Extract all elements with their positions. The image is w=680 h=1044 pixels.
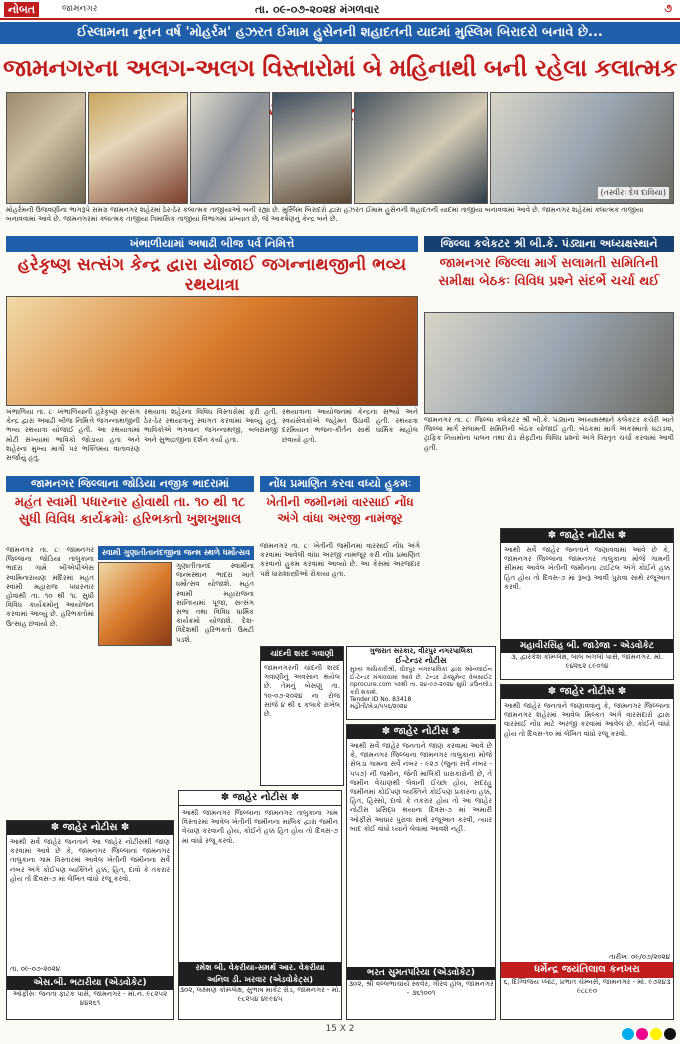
tajiya-photo-2	[88, 92, 188, 204]
jodiya-sub-body: ગુણાતીતાનંદ સ્વામીના જન્મસ્થાન ભાદરા ખાતે ધર્મોત્સવ યોજાશે. મહંત સ્વામી મહારાજના સાંનિધ્યમાં પૂજા, સત્સંગ સભા તથા વિવિધ ધાર્મિક કાર્યક્રમો યોજાશે. દેશ-વિદેશથી હરિભક્તો ઉમટી પડશે.	[176, 562, 254, 644]
top-story-kicker: ઈસ્લામના નૂતન વર્ષ 'મોહર્રમ' હઝરત ઈમામ હુસેનની શહાદતની યાદમાં મુસ્લિમ બિરાદરો બનાવે છે...	[0, 22, 680, 44]
dateline: તા. ૦૯-૦૭-૨૦૨૪ મંગળવાર	[255, 3, 380, 16]
notice-1-body: આથી સર્વે જાહેર જનતાને આ જાહેર નોટીસથી જાણ કરવામાં આવે છે કે, જામનગર જિલ્લાના જામનગર તાલુકાના ગામ વિસ્તારમાં આવેલ ખેતીની જમીનના સર્વે નંબર અંગે કોઈપણ વ્યક્તિને હક્ક, હિત, દાવો કે તકરાર હોય તો દિવસ-૭ માં લેખિત વાંધો રજૂ કરવો.	[10, 838, 170, 883]
land-tag: નોંધ પ્રમાણિત કરવા વધ્યો હુકમઃ	[260, 476, 420, 492]
rathyatra-body-col-2: રથયાત્રા શહેરના વિવિધ વિસ્તારોમાં ફરી હતી. ઠેર-ઠેર રથયાત્રાનું સ્વાગત કરવામાં આવ્યું હતું. ભાવિકોએ ભગવાન જગન્નાથજી, બલરામજી અને સુભદ્રાજીના દર્શન કર્યા હતા.	[144, 408, 278, 444]
notice-2-title: ✽ જાહેર નોટીસ ✽	[179, 791, 341, 806]
land-body: જામનગર તા. ૮ઃ ખેતીની જમીનમાં વારસાઈ નોંધ અંગે કરવામાં આવેલી વાંધા અરજી નામંજૂર કરી નોંધ પ્રમાણિત કરવાનો હુકમ કરવામાં આવ્યો છે. આ કેસમાં અરજદાર પક્ષે ધારાશાસ્ત્રીઓ રોકાયા હતા.	[260, 542, 420, 578]
obituary-body: જામનગરની ચાંદની શરદ ગવાણીનું અવસાન થયેલ છે. તેમનું બેસણું તા. ૧૦-૦૭-૨૦૨૪ ના રોજ સાંજે ૪ થી ૬ કલાકે રાખેલ છે.	[264, 664, 340, 719]
notice-2-body: આથી જામનગર જિલ્લાના જામનગર તાલુકાના ગામ વિસ્તારમાં આવેલ ખેતીની જમીનના માલિક દ્વારા જમીન વેચાણ કરવાની હોય, કોઈને હક્ક હિત હોય તો દિવસ-૭ માં વાંધો રજૂ કરવો.	[182, 809, 338, 845]
notice-3-box	[500, 528, 674, 680]
notice-1-box	[6, 820, 174, 1020]
jodiya-tag: જામનગર જિલ્લાના જોડિયા નજીક ભાદરામાં	[6, 476, 254, 492]
notice-4-title: ✽ જાહેર નોટીસ ✽	[501, 685, 673, 699]
tajiya-photo-5	[354, 92, 488, 204]
center-notice-signatory: ભરત સુમતપરિયા (એડવોકેટ)	[347, 967, 495, 980]
obituary-title: ચાંદની શરદ ગવાણી	[261, 647, 343, 661]
rathyatra-headline: હરેકૃષ્ણ સત્સંગ કેન્દ્ર દ્વારા યોજાઈ જગન્નાથજીની ભવ્ય રથયાત્રા	[17, 255, 407, 295]
land-headline: ખેતીની જમીનમાં વારસાઈ નોંધ અંગે વાંધા અરજી નામંજૂર	[266, 495, 414, 525]
tender-footer: મહીતી/ખેડા/૫૫૬/૨૦૨૪	[350, 703, 408, 710]
rathyatra-photo	[6, 296, 418, 406]
tender-id: Tender ID No. 83418	[350, 696, 412, 703]
tender-box	[346, 646, 496, 720]
center-notice-box	[346, 724, 496, 1020]
committee-photo	[424, 312, 674, 414]
tajiya-photo-1	[6, 92, 86, 204]
cyan-dot-icon	[622, 1028, 634, 1040]
committee-headline: જામનગર જિલ્લા માર્ગ સલામતી સમિતિની સમીક્ષા બેઠકઃ વિવિધ પ્રશ્ને સંદર્ભે ચર્ચા થઈ	[438, 256, 660, 289]
notice-4-address: ૬, દિગ્વિજય પ્લોટ, પ્રભાત ચેમ્બર્સ, જામનગર - મો. ૯૭૨૪૩ ૯૮૮૯૦	[503, 978, 671, 995]
center-notice-body: આથી સર્વે જાહેર જનતાને જાણ કરવામાં આવે છે કે, જામનગર જિલ્લાના જામનગર તાલુકાના મોજે સેલડા ગામના સર્વે નંબર - ૯૨૭ (જુના સર્વે નંબર - ૫૫૭) ની જમીન, જેની માલિકી ધારાકારોની છે, તે જમીન વેચાણથી લેવાની ઈચ્છા હોય, સદરહુ જમીનમાં કોઈપણ વ્યક્તિને કોઈપણ પ્રકારના હક્ક, હિત, હિસ્સો, દાવો કે તકરાર હોય તો આ જાહેર નોટીસ પ્રસિદ્ધ થયાના દિવસ-૭ માં અમારી ઓફીસે આધાર પુરાવા સાથે રજૂઆત કરવી, ત્યાર બાદ કોઈ વાંધો ધ્યાને લેવામાં આવશે નહીં.	[350, 742, 492, 833]
notice-2-address: ૩૦૨, લક્ષ્મણ કોમ્પ્લેક્ષ, સુભાષ માર્કેટ રોડ, જામનગર - મો. ૯૮૨૫૪ ૪૯૯૪૫	[179, 986, 341, 1003]
notice-2-signatory-2: અનિલ ડી. ખરવાર (એડવોકેટ્સ)	[179, 974, 341, 986]
committee-body: જામનગર તા. ૮ઃ જિલ્લા કલેકટર શ્રી બી.કે. પંડ્યાના અધ્યક્ષસ્થાને કલેકટર કચેરી ખાતે જિલ્લા માર્ગ સલામતી સમિતિની બેઠક યોજાઈ હતી. બેઠકમાં માર્ગ અકસ્માતો ઘટાડવા, ટ્રાફિક નિયમોના પાલન તથા રોડ સેફ્ટીના વિવિધ પ્રશ્નો અંગે વિસ્તૃત ચર્ચા કરવામાં આવી હતી.	[424, 416, 674, 452]
page-number: ૭	[664, 2, 672, 15]
notice-2-signatory: રમેશ બી. વેકરીયા-સમર્થ આર. વેકરીયા	[179, 962, 341, 974]
rathyatra-body-col-3: રથયાત્રાના આયોજનમાં કેન્દ્રના સભ્યો અને સ્વયંસેવકોએ જહેમત ઉઠાવી હતી. રથયાત્રા દરમિયાન ભજન-કીર્તન સાથે ધાર્મિક માહોલ છવાયો હતો.	[282, 408, 418, 444]
center-notice-title: ✽ જાહેર નોટીસ ✽	[347, 725, 495, 739]
yellow-dot-icon	[650, 1028, 662, 1040]
jodiya-headline: મહંત સ્વામી પધારનાર હોવાથી તા. ૧૦ થી ૧૮ સુધી વિવિધ કાર્યક્રમોઃ હરિભક્તો ખુશખુશાલ	[14, 495, 246, 527]
committee-tag: જિલ્લા કલેકટર શ્રી બી.કે. પંડ્યાના અધ્યક્ષસ્થાને	[424, 236, 674, 252]
notice-3-address: ૩, દ્વારકેશ કોમ્પ્લેક્ષ, લાલ બંગલો પાસે, જામનગર. મો. ૯૪૨૬૨ ૮૯૦૧૪	[511, 653, 663, 670]
magenta-dot-icon	[636, 1028, 648, 1040]
rathyatra-tag: ખંભાળીયામાં અષાઢી બીજ પર્વ નિમિત્તે	[6, 236, 418, 252]
photo-credit: (તસ્વીરઃ દેવ દાવિયા)	[598, 187, 670, 199]
tajiya-photo-4	[272, 92, 352, 204]
obituary-box	[260, 646, 344, 786]
center-notice-address: ૩૦૨, શ્રી વલ્લભાચાર્ય સ્કવેર, ગૌરવ હોલ, જામનગર - ૩૬૧૦૦૧	[348, 980, 494, 997]
tajiya-photo-3	[190, 92, 270, 204]
top-story-caption: મોહર્રમની ઉજવણીના ભાગરૂપે સમગ્ર જામનગર શહેરમાં ઠેર-ઠેર કલાત્મક તાજીયાઓ બની રહ્યા છે. મુસ્લિમ બિરાદરો દ્વારા હઝરત ઈમામ હુસેનની શહાદતની યાદમાં તાજીયા બનાવવામાં આવે છે. જામનગર શહેરમાં ક્લાત્મક તાજીયા બનાવવામાં આવે છે. જામનગરમાં ક્લાત્મક તાજીયા ત્રિમાસિક તાજીયા વિભાગમાં પ્રખ્યાત છે, જે આકર્ષણનું કેન્દ્ર બને છે.	[6, 206, 644, 223]
page-code: 15 X 2	[325, 1024, 355, 1034]
newspaper-logo: નોબત	[4, 2, 39, 17]
notice-2-box	[178, 790, 342, 1020]
notice-1-date: તા. ૦૯-૦૭-૨૦૨૪	[10, 965, 61, 973]
edition-city: જામનગર	[62, 4, 98, 14]
notice-3-signatory: મહાવીરસિંહ બી. જાડેજા - એડવોકેટ	[501, 639, 673, 653]
notice-4-date: તારીખઃ ૦૯/૦૭/૨૦૨૪	[609, 953, 670, 961]
cmyk-marks	[620, 1025, 676, 1039]
notice-3-title: ✽ જાહેર નોટીસ ✽	[501, 529, 673, 543]
black-dot-icon	[664, 1028, 676, 1040]
swami-portrait	[98, 562, 172, 646]
notice-1-signatory: એસ.બી. ભટારીયા (એડવોકેટ)	[7, 976, 173, 990]
tajiya-photo-6	[490, 92, 674, 204]
notice-4-box	[500, 684, 674, 1020]
top-story-headline: જામનગરના અલગ-અલગ વિસ્તારોમાં બે મહિનાથી બની રહેલા કલાત્મક	[2, 53, 677, 82]
notice-4-body: આથી જાહેર જનતાને જણાવવાનું કે, જામનગર જિલ્લાના જામનગર શહેરમાં આવેલ મિલ્કત અંગે વારસદારો દ્વારા વારસાઈ નોંધ માટે અરજી કરવામાં આવેલ છે. કોઈને વાંધો હોય તો દિવસ-૧૦ માં લેખિત વાંધો રજૂ કરવો.	[504, 702, 670, 738]
rathyatra-body-col-1: ખંભાળિયા તા. ૮ઃ ખંભાળિયાની હરેકૃષ્ણ સત્સંગ કેન્દ્ર દ્વારા અષાઢી બીજ નિમિત્તે જગન્નાથજીની ભવ્ય રથયાત્રા યોજાઈ હતી. આ રથયાત્રામાં મોટી સંખ્યામાં ભાવિકો જોડાયા હતા અને શહેરના મુખ્ય માર્ગો પર ભક્તિમય વાતાવરણ સર્જાયું હતું.	[6, 408, 140, 463]
notice-3-body: આથી સર્વે જાહેર જનતાને જણાવવામાં આવે છે કે, જામનગર જિલ્લાના જામનગર તાલુકાના મોજે ગામની સીમમાં આવેલ ખેતીની જમીનના ટાઈટલ અંગે કોઈને હક્ક હિત હોય તો દિવસ-૭ માં રૂબરૂ આવી પુરાવા સાથે રજૂઆત કરવી.	[504, 546, 670, 591]
jodiya-sub-headline: સ્વામી ગુણાતીતાનંદજીના જન્મ સ્થળે ધર્મોત્સવ	[98, 546, 254, 560]
tender-title: ઈ-ટેન્ડર નોટીસ	[395, 656, 447, 665]
notice-1-address: ઓફીસઃ જનતા ફાટક પાસે, જામનગર - મો.નં. ૯૮૨૫૨ ૪૪૨૬૧	[12, 990, 168, 1007]
jodiya-body: જામનગર તા. ૮ઃ જામનગર જિલ્લાના જોડિયા તાલુકાના ભાદરા ગામે બીએપીએસ સ્વામિનારાયણ મંદિરમાં મહંત સ્વામી મહારાજ પધારનાર હોવાથી તા. ૧૦ થી ૧૮ સુધી વિવિધ કાર્યક્રમોનું આયોજન કરવામાં આવ્યું છે. હરિભક્તોમાં ઉત્સાહ છવાયો છે.	[6, 546, 94, 628]
notice-4-signatory: ધર્મેન્દ્ર જયંતિલાલ કનખરા	[501, 962, 673, 978]
notice-1-title: ✽ જાહેર નોટીસ ✽	[7, 821, 173, 835]
tender-header: ગુજરાત સરકાર, વીરપુર નગરપાલિકા	[369, 647, 473, 655]
tender-body: મુખ્ય અધિકારીશ્રી, વીરપુર નગરપાલિકા દ્વારા ઓનલાઈન ઈ-ટેન્ડર મંગાવવામાં આવે છે. ટેન્ડર ડોક્યુમેન્ટ વેબસાઈટ nprocure.com પરથી તા. ૨૪-૦૭-૨૦૨૪ સુધી ડાઉનલોડ કરી શકાશે.	[350, 666, 492, 696]
masthead	[0, 0, 680, 20]
